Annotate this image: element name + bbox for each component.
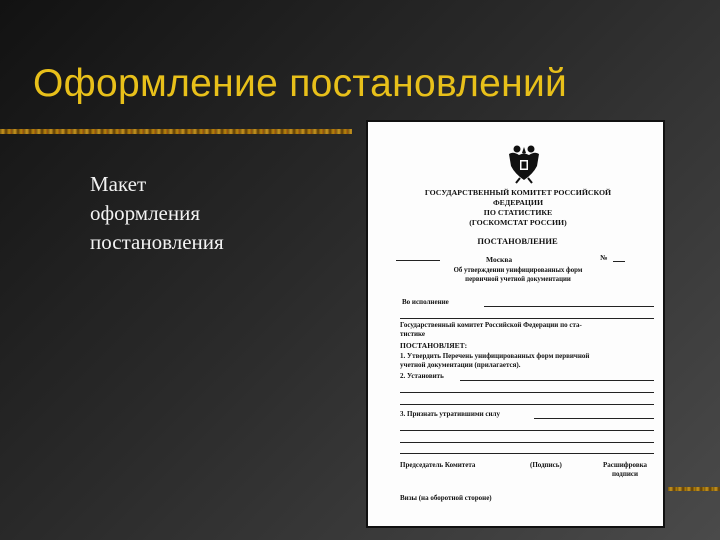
decoding-line: Расшифровка <box>602 461 648 469</box>
number-label: № <box>600 253 608 262</box>
caption-line: оформления <box>90 201 201 225</box>
item-3-line <box>400 430 654 431</box>
caption-line: Макет <box>90 172 147 196</box>
preamble-line <box>484 306 654 307</box>
slide-caption <box>90 170 290 257</box>
visas-label: Визы (на оборотной стороне) <box>400 494 492 502</box>
agency-line: ФЕДЕРАЦИИ <box>492 198 544 207</box>
document-type: ПОСТАНОВЛЕНИЕ <box>477 236 558 246</box>
preamble-line <box>400 318 654 319</box>
item-1-line: 1. Утвердить Перечень унифицированных форм первичной <box>400 352 590 360</box>
decrees-label: ПОСТАНОВЛЯЕТ: <box>400 341 468 350</box>
subject-line: Об утверждении унифицированных форм <box>453 267 583 274</box>
agency-line: (ГОСКОМСТАТ РОССИИ) <box>469 218 567 227</box>
committee-text <box>400 321 582 338</box>
item-3-line <box>400 442 654 443</box>
item-3-line <box>400 453 654 454</box>
document-place: Москва <box>486 255 513 264</box>
agency-line: ПО СТАТИСТИКЕ <box>483 208 553 217</box>
slide-title: Оформление постановлений <box>33 62 568 105</box>
item-2-line <box>400 392 654 393</box>
caption-line: постановления <box>90 230 224 254</box>
preamble-label: Во исполнение <box>402 298 449 306</box>
chairman-label: Председатель Комитета <box>400 461 476 469</box>
document-template-image <box>366 120 665 528</box>
committee-line: тистике <box>400 329 426 338</box>
item-3: 3. Признать утратившими силу <box>400 410 500 418</box>
subject-line: первичной учетной документации <box>465 276 571 283</box>
agency-name <box>388 188 648 228</box>
item-3-line <box>534 418 654 419</box>
date-line <box>396 260 440 261</box>
agency-line: ГОСУДАРСТВЕННЫЙ КОМИТЕТ РОССИЙСКОЙ <box>424 188 612 197</box>
title-divider <box>0 129 352 134</box>
committee-line: Государственный комитет Российской Федерации по ста- <box>400 321 582 329</box>
item-2-line <box>460 380 654 381</box>
document-subject <box>408 266 628 284</box>
signature-label: (Подпись) <box>530 461 562 469</box>
coat-of-arms-icon <box>506 144 542 184</box>
item-1 <box>400 352 589 369</box>
number-line <box>613 261 625 262</box>
item-2-line <box>400 404 654 405</box>
corner-divider <box>668 487 720 491</box>
decoding-line: подписи <box>611 469 639 478</box>
item-2: 2. Установить <box>400 372 444 380</box>
decoding-label <box>590 461 660 478</box>
item-1-line: учетной документации (прилагается). <box>400 360 521 369</box>
